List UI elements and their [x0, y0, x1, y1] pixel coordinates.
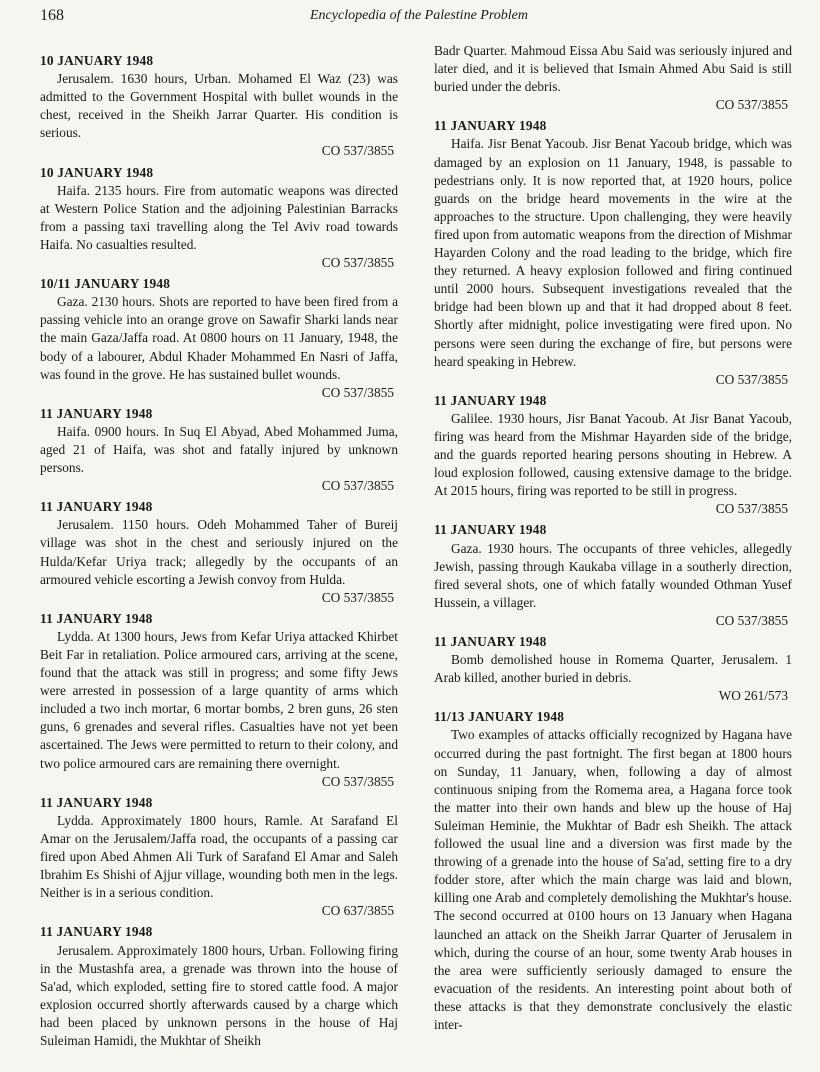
right-column — [434, 42, 792, 1037]
entry-date: 11 JANUARY 1948 — [434, 392, 547, 408]
source-reference: CO 537/3855 — [321, 255, 394, 271]
left-column — [40, 52, 398, 1053]
entry-date: 10/11 JANUARY 1948 — [40, 276, 171, 292]
source-reference: CO 537/3855 — [321, 384, 394, 400]
page-header — [40, 7, 780, 27]
entry-date: 11 JANUARY 1948 — [40, 794, 153, 810]
entry — [40, 610, 398, 791]
entry-body: Jerusalem. Approximately 1800 hours, Urban. Following firing in the Mustashfa area, a grenade was thrown into the house of Sa'ad, which exploded, setting fire to stored cattle food. A major explosion occurred shortly afterwards caused by a charge which had been placed by unknown persons in the house of Haj Suleiman Hamidi, the Mukhtar of Sheikh — [40, 942, 398, 1048]
source-reference: CO 537/3855 — [715, 501, 788, 517]
entry — [40, 52, 398, 161]
entry-body: Lydda. Approximately 1800 hours, Ramle. At Sarafand El Amar on the Jerusalem/Jaffa road, the occupants of a passing car fired upon Abed Ahmen Ali Turk of Sarafand El Amar and Saleh Ibrahim Es Shishi of Ajjur village, wounding both men in the legs. Neither is in a serious condition. — [40, 812, 398, 901]
entry-body: Gaza. 1930 hours. The occupants of three vehicles, allegedly Jewish, passing through Kaukaba village in a southerly direction, fired several shots, one of which fatally wounded Othman Yusef Hussein, a villager. — [434, 540, 792, 610]
source-reference: CO 537/3855 — [321, 773, 394, 789]
entry-body: Jerusalem. 1630 hours, Urban. Mohamed El Waz (23) was admitted to the Government Hospital with bullet wounds in the chest, received in the Sheikh Jarrar Quarter. His condition is serious. — [40, 71, 398, 141]
entry — [434, 708, 792, 1034]
entry-date: 11 JANUARY 1948 — [434, 522, 547, 538]
entry — [434, 117, 792, 388]
source-reference: CO 537/3855 — [321, 478, 394, 494]
entry-body: Haifa. 2135 hours. Fire from automatic weapons was directed at Western Police Station and the adjoining Palestinian Barracks from a passing taxi travelling along the Tel Aviv road towards Haifa. No casualties resulted. — [40, 182, 398, 252]
entry-body: Gaza. 2130 hours. Shots are reported to have been fired from a passing vehicle into an orange grove on Sawafir Sharki lands near the main Gaza/Jaffa road. At 0800 hours on 11 January, 1948, the body of a labourer, Abdul Khader Mohammed En Nasri of Jaffa, was found in the grove. He has sustained bullet wounds. — [40, 294, 398, 382]
entry-date: 10 JANUARY 1948 — [40, 164, 154, 180]
source-reference: CO 537/3855 — [715, 371, 788, 387]
source-reference: CO 637/3855 — [321, 903, 394, 919]
entry — [434, 633, 792, 705]
page-number: 168 — [40, 7, 64, 24]
source-reference: WO 261/573 — [718, 688, 788, 704]
entry-date: 11 JANUARY 1948 — [40, 610, 153, 626]
entry-body: Lydda. At 1300 hours, Jews from Kefar Uriya attacked Khirbet Beit Far in retaliation. Police armoured cars, arriving at the scene, found that the attack was still in progress; and some fifty Jews were arrested in possession of a large quantity of arms which included a two inch mortar, 6 mortar bombs, 2 bren guns, 26 sten guns, 6 grenades and several rifles. Casualties have not yet been ascertained. The Jews were permitted to return to their colony, and two police armoured cars are remaining there overnight. — [40, 628, 398, 771]
source-reference: CO 537/3855 — [321, 589, 394, 605]
entry-body: Jerusalem. 1150 hours. Odeh Mohammed Taher of Bureij village was shot in the chest and seriously injured on the Hulda/Kefar Uriya track; allegedly by the occupants of an armoured vehicle escorting a Jewish convoy from Hulda. — [40, 517, 398, 587]
entry-date: 11 JANUARY 1948 — [40, 924, 153, 940]
entry — [434, 521, 792, 630]
running-title: Encyclopedia of the Palestine Problem — [310, 8, 528, 23]
entry-date: 11 JANUARY 1948 — [434, 118, 547, 134]
entry — [40, 794, 398, 921]
entry-date: 11 JANUARY 1948 — [40, 405, 153, 421]
entry — [40, 405, 398, 495]
entry-body: Two examples of attacks officially recognized by Hagana have occurred during the past fortnight. The first began at 1800 hours on Sunday, 11 January, when, following a day of almost continuous sniping from the Romema area, a Hagana force took the matter into their own hands and blew up the house of Haj Suleiman Heminie, the Mukhtar of Badr esh Sheikh. The attack followed the usual line and a diversion was first made by the throwing of a grenade into the house of Sa'ad, setting fire to a dry fodder store, after which the main charge was laid and blown, killing one Arab and completely demolishing the Mukhtar's house. The second occurred at 0100 hours on 13 January when Hagana launched an attack on the Sheikh Jarrar Quarter of Jerusalem in which, during the course of an hour, some twenty Arab houses in the area were sufficiently seriously damaged to ensure the evacuation of the residents. An interesting point about both of these attacks is that they demonstrate conclusively the elastic inter- — [434, 727, 792, 1032]
entry — [434, 392, 792, 519]
entry-continued — [434, 42, 792, 114]
entry — [40, 498, 398, 607]
entry — [40, 923, 398, 1050]
entry-date: 11 JANUARY 1948 — [434, 634, 547, 649]
source-reference: CO 537/3855 — [321, 143, 394, 159]
entry-date: 10 JANUARY 1948 — [40, 53, 154, 68]
entry-body: Haifa. 0900 hours. In Suq El Abyad, Abed Mohammed Juma, aged 21 of Haifa, was shot and fatally injured by unknown persons. — [40, 423, 398, 476]
entry-date: 11/13 JANUARY 1948 — [434, 709, 565, 725]
entry-body: Haifa. Jisr Benat Yacoub. Jisr Benat Yacoub bridge, which was damaged by an explosion on 11 January, 1948, is passable to pedestrians only. It is now reported that, at 1920 hours, police guards on the bridge heard movements in the wire at the approaches to the structure. Upon challenging, they were heavily fired upon from automatic weapons from the direction of Mishmar Hayarden Colony and the road leading to the bridge, which fire they returned. A heavy explosion followed and firing continued until 2000 hours. Subsequent investigations revealed that the bridge had been blown up and that it had dropped about 8 feet. Shortly after midnight, police investigating were fired upon. No persons were seen during the exchange of fire, but persons were heard speaking in Hebrew. — [434, 136, 792, 369]
entry — [40, 275, 398, 402]
entry-body: Galilee. 1930 hours, Jisr Banat Yacoub. At Jisr Banat Yacoub, firing was heard from the Mishmar Hayarden side of the bridge, and the guards reported hearing persons shouting in Hebrew. A loud explosion followed, causing extensive damage to the bridge. At 2015 hours, firing was reported to be still in progress. — [434, 410, 792, 499]
entry-body: Bomb demolished house in Romema Quarter, Jerusalem. 1 Arab killed, another buried in debris. — [434, 652, 792, 686]
source-reference: CO 537/3855 — [715, 612, 788, 628]
source-reference: CO 537/3855 — [715, 97, 788, 113]
entry-body: Badr Quarter. Mahmoud Eissa Abu Said was seriously injured and later died, and it is believed that Ismain Ahmed Abu Said is still buried under the debris. — [434, 43, 792, 95]
entry — [40, 164, 398, 273]
entry-date: 11 JANUARY 1948 — [40, 499, 153, 515]
